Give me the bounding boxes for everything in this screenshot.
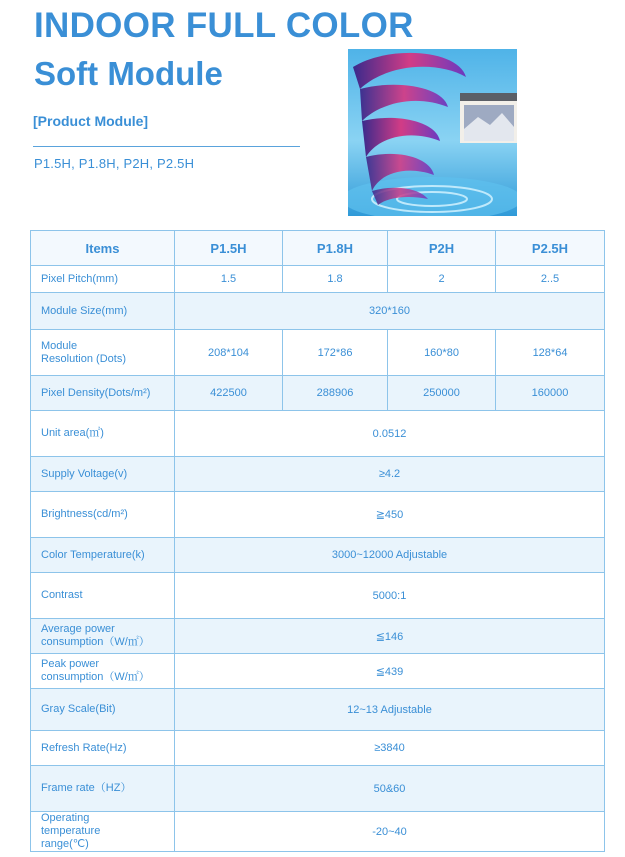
- row-label: Pixel Density(Dots/m²): [31, 376, 175, 411]
- cell-value: 3000~12000 Adjustable: [175, 538, 605, 573]
- table-row: [31, 457, 605, 492]
- spec-table: [30, 230, 605, 852]
- table-row: [31, 619, 605, 654]
- table-row: [31, 654, 605, 689]
- cell-value: ≧450: [175, 492, 605, 538]
- table-row: [31, 573, 605, 619]
- table-row: [31, 411, 605, 457]
- row-label: Supply Voltage(v): [31, 457, 175, 492]
- cell-value: ≥4.2: [175, 457, 605, 492]
- cell-value: 288906: [283, 376, 388, 411]
- cell-value: 0.0512: [175, 411, 605, 457]
- cell-value: ≥3840: [175, 731, 605, 766]
- table-row: [31, 293, 605, 330]
- cell-value: 12~13 Adjustable: [175, 689, 605, 731]
- table-row: [31, 376, 605, 411]
- cell-value: ≦146: [175, 619, 605, 654]
- cell-value: 2: [388, 266, 496, 293]
- cell-value: 2..5: [496, 266, 605, 293]
- table-row: [31, 731, 605, 766]
- table-row: [31, 538, 605, 573]
- table-row: [31, 812, 605, 852]
- cell-value: 160000: [496, 376, 605, 411]
- cell-value: -20~40: [175, 812, 605, 852]
- row-label: Contrast: [31, 573, 175, 619]
- cell-value: 1.8: [283, 266, 388, 293]
- row-label: Module Size(mm): [31, 293, 175, 330]
- column-header: P2.5H: [496, 231, 605, 266]
- page-title-line1: INDOOR FULL COLOR: [34, 6, 414, 45]
- table-row: [31, 492, 605, 538]
- cell-value: 160*80: [388, 330, 496, 376]
- cell-value: 128*64: [496, 330, 605, 376]
- table-row: [31, 766, 605, 812]
- row-label: Pixel Pitch(mm): [31, 266, 175, 293]
- cell-value: 320*160: [175, 293, 605, 330]
- cell-value: 208*104: [175, 330, 283, 376]
- table-row: [31, 689, 605, 731]
- cell-value: 250000: [388, 376, 496, 411]
- table-row: [31, 330, 605, 376]
- row-label: Brightness(cd/m²): [31, 492, 175, 538]
- row-label: Color Temperature(k): [31, 538, 175, 573]
- row-label: Operating temperature range(℃): [31, 812, 175, 852]
- column-header: Items: [31, 231, 175, 266]
- column-header: P1.5H: [175, 231, 283, 266]
- cell-value: 1.5: [175, 266, 283, 293]
- cell-value: 50&60: [175, 766, 605, 812]
- cell-value: 5000:1: [175, 573, 605, 619]
- column-header: P1.8H: [283, 231, 388, 266]
- page-title-line2: Soft Module: [34, 55, 223, 92]
- cell-value: 422500: [175, 376, 283, 411]
- row-label: Peak power consumption（W/㎡）: [31, 654, 175, 689]
- cell-value: ≦439: [175, 654, 605, 689]
- row-label: Module Resolution (Dots): [31, 330, 175, 376]
- row-label: Refresh Rate(Hz): [31, 731, 175, 766]
- cell-value: 172*86: [283, 330, 388, 376]
- column-header: P2H: [388, 231, 496, 266]
- section-subheading: [Product Module]: [33, 113, 149, 129]
- divider: [33, 146, 300, 147]
- table-row: [31, 266, 605, 293]
- model-list: P1.5H, P1.8H, P2H, P2.5H: [34, 156, 195, 171]
- row-label: Frame rate（HZ）: [31, 766, 175, 812]
- row-label: Unit area(㎡): [31, 411, 175, 457]
- table-header-row: [31, 231, 605, 266]
- product-photo: [348, 49, 517, 216]
- row-label: Average power consumption（W/㎡）: [31, 619, 175, 654]
- row-label: Gray Scale(Bit): [31, 689, 175, 731]
